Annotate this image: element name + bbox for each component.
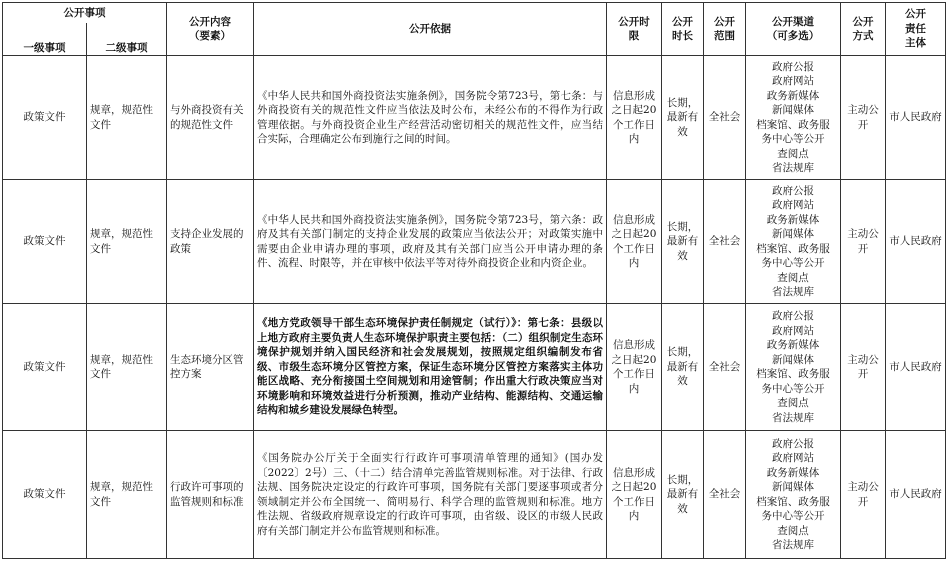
channels-cell	[746, 431, 841, 559]
duration-cell: 长期，最新有效	[662, 304, 704, 431]
channel-item: 新闻媒体	[772, 481, 814, 493]
subject-cell: 市人民政府	[886, 56, 946, 180]
time-limit-cell: 信息形成之日起20个工作日内	[607, 56, 662, 180]
channel-item: 档案馆、政务服	[756, 118, 830, 131]
level2-cell: 规章，规范性文件	[87, 180, 167, 304]
channel-item: 省法规库	[772, 162, 814, 174]
channel-item: 档案馆、政务服	[756, 368, 830, 380]
channel-item: 政府公报	[772, 60, 814, 73]
disclosure-table	[2, 2, 946, 559]
level1-cell: 政策文件	[3, 180, 87, 304]
header-channels: 公开渠道 （可多选）	[746, 3, 841, 56]
method-cell: 主动公开	[841, 56, 886, 180]
channel-item: 政务新媒体	[766, 339, 820, 351]
channel-item: 查阅点	[777, 271, 809, 284]
header-time-limit: 公开时 限	[607, 3, 662, 56]
level2-cell: 规章，规范性文件	[87, 431, 167, 559]
table-row	[3, 180, 946, 304]
content-cell: 行政许可事项的监管规则和标准	[167, 431, 254, 559]
level2-cell: 规章，规范性文件	[87, 304, 167, 431]
duration-cell: 长期，最新有效	[662, 431, 704, 559]
scope-cell: 全社会	[704, 304, 746, 431]
table-row	[3, 431, 946, 559]
header-duration: 公开 时长	[662, 3, 704, 56]
header-subject: 公开 责任 主体	[886, 3, 946, 56]
subject-cell: 市人民政府	[886, 304, 946, 431]
channel-item: 省法规库	[772, 539, 814, 551]
header-row-top	[3, 3, 946, 23]
channel-item: 新闻媒体	[772, 228, 814, 240]
table-row	[3, 56, 946, 180]
channel-item: 务中心等公开	[761, 510, 825, 522]
table-row	[3, 304, 946, 431]
channel-item: 新闻媒体	[772, 104, 814, 116]
channel-item: 档案馆、政务服	[756, 495, 830, 508]
header-public-matters: 公开事项	[3, 3, 167, 23]
basis-cell: 《中华人民共和国外商投资法实施条例》，国务院令第723号，第七条：与外商投资有关的规范性文件应当依法及时公布，未经公布的不得作为行政管理依据。与外商投资企业生产经营活动密切相关的规范性文件，应当结合实际，合理确定公布到施行之间的时间。	[254, 56, 607, 180]
level2-cell: 规章，规范性文件	[87, 56, 167, 180]
time-limit-cell: 信息形成之日起20个工作日内	[607, 431, 662, 559]
level1-cell: 政策文件	[3, 56, 87, 180]
channel-item: 务中心等公开	[761, 257, 825, 269]
channel-item: 政府网站	[772, 324, 814, 337]
channel-item: 政府网站	[772, 452, 814, 464]
method-cell: 主动公开	[841, 180, 886, 304]
time-limit-cell: 信息形成之日起20个工作日内	[607, 304, 662, 431]
duration-cell: 长期，最新有效	[662, 56, 704, 180]
content-cell: 与外商投资有关的规范性文件	[167, 56, 254, 180]
method-cell: 主动公开	[841, 431, 886, 559]
header-basis: 公开依据	[254, 3, 607, 56]
content-cell: 生态环境分区管控方案	[167, 304, 254, 431]
time-limit-cell: 信息形成之日起20个工作日内	[607, 180, 662, 304]
channel-item: 政务新媒体	[766, 89, 820, 102]
header-content: 公开内容 （要素）	[167, 3, 254, 56]
header-scope: 公开 范围	[704, 3, 746, 56]
basis-cell: 《地方党政领导干部生态环境保护责任制规定（试行）》：第七条：县级以上地方政府主要负责人生态环境保护职责主要包括：（二）组织制定生态环境保护规划并纳入国民经济和社会发展规划，按照规定组织编制发布省级、市级生态环境分区管控方案，保证生态环境分区管控方案落实主体功能区战略、充分衔接国土空间规划和用途管制；作出重大行政决策应当对环境影响和环境效益进行分析预测，推动产业结构、能源结构、交通运输结构和城乡建设发展绿色转型。	[254, 304, 607, 431]
scope-cell: 全社会	[704, 56, 746, 180]
scope-cell: 全社会	[704, 180, 746, 304]
channel-item: 政务新媒体	[766, 213, 820, 226]
channel-item: 政府公报	[772, 437, 814, 450]
level1-cell: 政策文件	[3, 304, 87, 431]
channel-item: 查阅点	[777, 147, 809, 160]
channel-item: 省法规库	[772, 286, 814, 298]
level1-cell: 政策文件	[3, 431, 87, 559]
channel-item: 政务新媒体	[766, 466, 820, 479]
channels-cell	[746, 56, 841, 180]
scope-cell: 全社会	[704, 431, 746, 559]
channel-item: 省法规库	[772, 411, 814, 424]
channel-item: 档案馆、政务服	[756, 242, 830, 255]
header-method: 公开 方式	[841, 3, 886, 56]
channel-item: 务中心等公开	[761, 382, 825, 395]
subject-cell: 市人民政府	[886, 431, 946, 559]
channels-cell	[746, 304, 841, 431]
header-level1: 一级事项	[3, 23, 87, 56]
channel-item: 政府公报	[772, 184, 814, 197]
content-cell: 支持企业发展的政策	[167, 180, 254, 304]
channel-item: 查阅点	[777, 524, 809, 537]
channel-item: 政府网站	[772, 75, 814, 87]
method-cell: 主动公开	[841, 304, 886, 431]
duration-cell: 长期，最新有效	[662, 180, 704, 304]
channels-cell	[746, 180, 841, 304]
channel-item: 查阅点	[777, 397, 809, 409]
header-level2: 二级事项	[87, 23, 167, 56]
basis-cell: 《国务院办公厅关于全面实行行政许可事项清单管理的通知》(国办发〔2022〕2号）三、（十二）结合清单完善监管规则标准。对于法律、行政法规、国务院决定设定的行政许可事项，国务院有关部门要逐事项或者分领域制定并公布全国统一、简明易行、科学合理的监管规则和标准。地方性法规、省级政府规章设定的行政许可事项，由省级、设区的市级人民政府有关部门制定并公布监管规则和标准。	[254, 431, 607, 559]
subject-cell: 市人民政府	[886, 180, 946, 304]
channel-item: 新闻媒体	[772, 353, 814, 366]
basis-cell: 《中华人民共和国外商投资法实施条例》，国务院令第723号，第六条：政府及其有关部门制定的支持企业发展的政策应当依法公开；对政策实施中需要由企业申请办理的事项，政府及其有关部门应当公开申请办理的条件、流程、时限等，并在审核中依法平等对待外商投资企业和内资企业。	[254, 180, 607, 304]
channel-item: 务中心等公开	[761, 133, 825, 145]
channel-item: 政府网站	[772, 199, 814, 211]
channel-item: 政府公报	[772, 310, 814, 322]
